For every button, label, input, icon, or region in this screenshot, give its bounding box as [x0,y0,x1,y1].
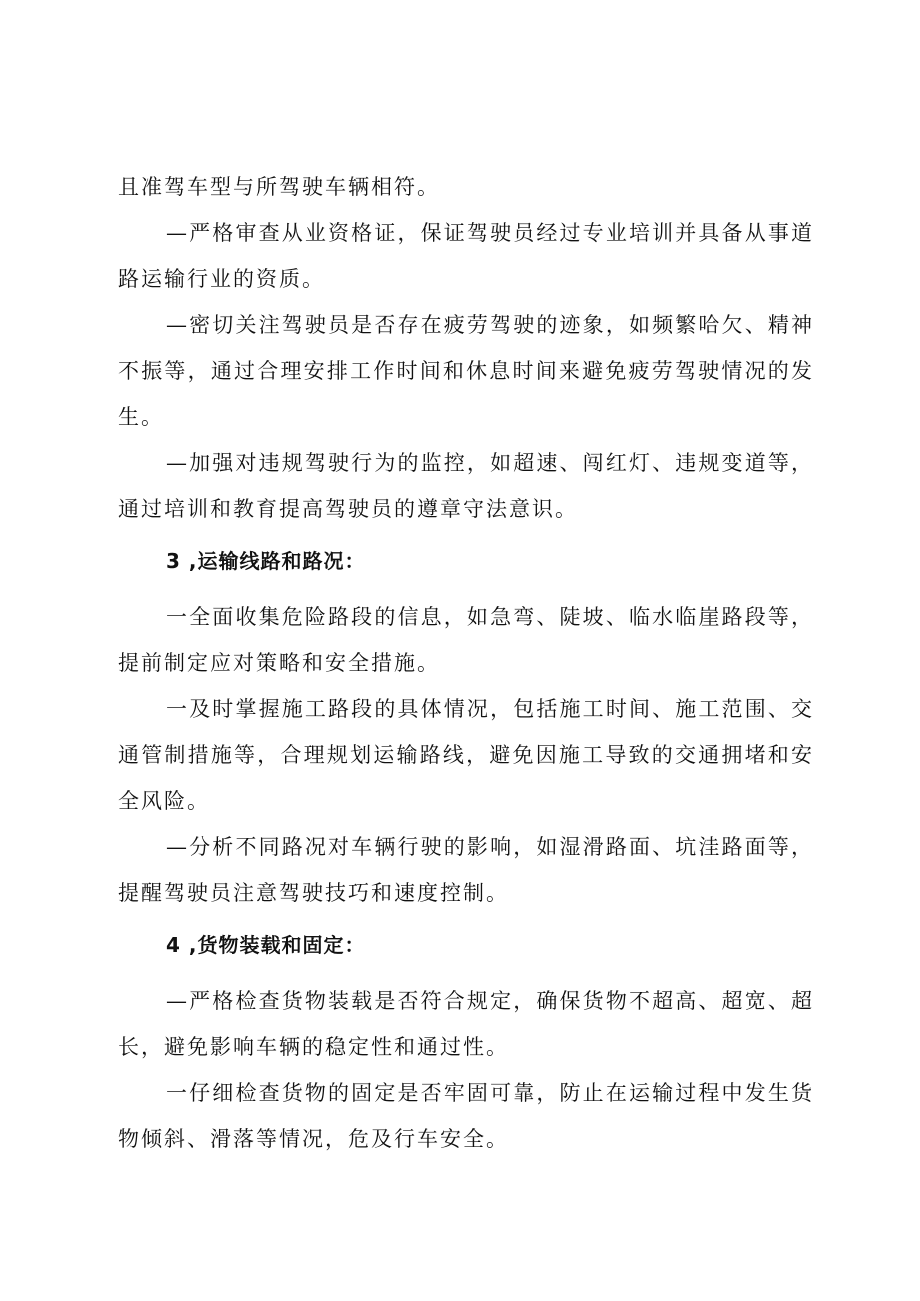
paragraph-construction-sections: 一及时掌握施工路段的具体情况，包括施工时间、施工范围、交通管制措施等，合理规划运输路线，避免因施工导致的交通拥堵和安全风险。 [118,697,814,813]
section-heading-cargo-loading: 4 ,货物装载和固定： [166,933,366,957]
paragraph-loading-check: —严格检查货物装载是否符合规定，确保货物不超高、超宽、超长，避免影响车辆的稳定性和通过性。 [118,989,814,1059]
section-heading-route-conditions: 3 ,运输线路和路况： [166,549,366,573]
paragraph-continuation: 且准驾车型与所驾驶车辆相符。 [118,175,440,199]
paragraph-fixing-check: 一仔细检查货物的固定是否牢固可靠，防止在运输过程中发生货物倾斜、滑落等情况，危及行车安全。 [118,1081,814,1151]
paragraph-qualification-check: —严格审查从业资格证，保证驾驶员经过专业培训并具备从事道路运输行业的资质。 [118,221,814,291]
paragraph-violation-monitoring: —加强对违规驾驶行为的监控，如超速、闯红灯、违规变道等，通过培训和教育提高驾驶员的遵章守法意识。 [118,451,814,521]
document-body [118,164,814,1162]
paragraph-fatigue-driving: —密切关注驾驶员是否存在疲劳驾驶的迹象，如频繁哈欠、精神不振等，通过合理安排工作时间和休息时间来避免疲劳驾驶情况的发生。 [118,313,814,429]
paragraph-road-conditions: —分析不同路况对车辆行驶的影响，如湿滑路面、坑洼路面等，提醒驾驶员注意驾驶技巧和速度控制。 [118,835,814,905]
paragraph-dangerous-sections: 一全面收集危险路段的信息，如急弯、陡坡、临水临崖路段等，提前制定应对策略和安全措施。 [118,605,814,675]
